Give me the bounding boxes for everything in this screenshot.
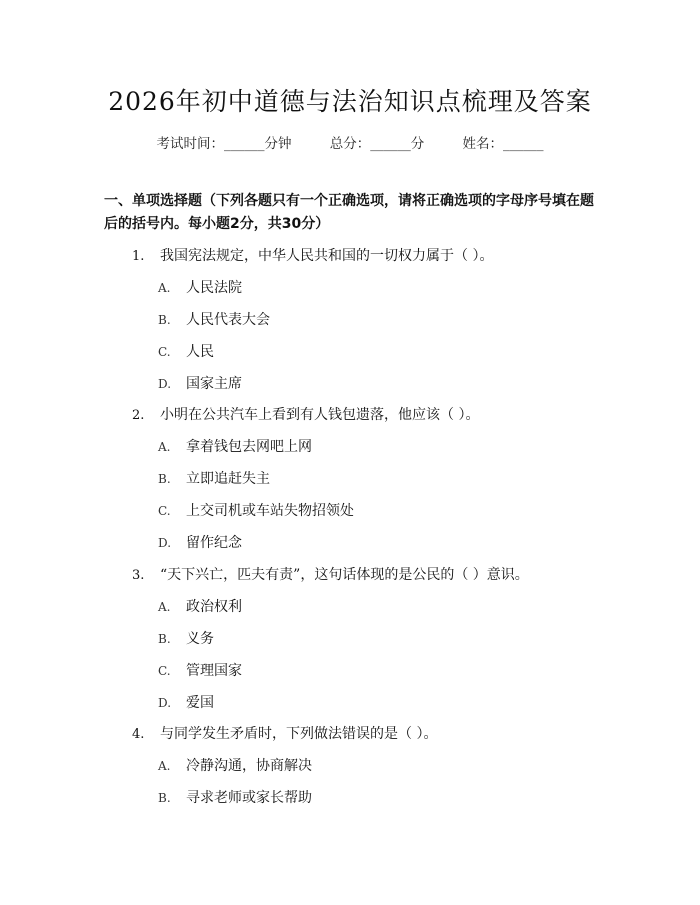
option-letter: B. bbox=[158, 632, 171, 646]
section-heading: 一、单项选择题（下列各题只有一个正确选项，请将正确选项的字母序号填在题后的括号内。每小题2分，共30分） bbox=[104, 193, 594, 232]
option bbox=[158, 373, 242, 393]
option bbox=[158, 436, 312, 456]
student-name bbox=[463, 132, 544, 152]
total-score-blank: ______ bbox=[370, 136, 411, 152]
exam-time bbox=[156, 132, 291, 152]
option-letter: A. bbox=[158, 440, 171, 454]
option-letter: A. bbox=[158, 281, 171, 295]
question bbox=[132, 723, 437, 743]
option-text: 国家主席 bbox=[186, 376, 242, 392]
question-text: 与同学发生矛盾时，下列做法错误的是（ ）。 bbox=[160, 726, 438, 742]
option-text: 义务 bbox=[186, 631, 214, 647]
question bbox=[132, 245, 493, 265]
exam-time-label: 考试时间： bbox=[156, 136, 224, 152]
option bbox=[158, 628, 214, 648]
option-text: 管理国家 bbox=[186, 663, 242, 679]
option bbox=[158, 787, 312, 807]
option-letter: B. bbox=[158, 472, 171, 486]
question-text: “天下兴亡，匹夫有责”，这句话体现的是公民的（ ）意识。 bbox=[160, 567, 529, 583]
option-text: 上交司机或车站失物招领处 bbox=[186, 503, 354, 519]
total-score-label: 总分： bbox=[329, 136, 371, 152]
total-score bbox=[330, 132, 425, 152]
option-letter: D. bbox=[158, 377, 172, 391]
option-text: 人民代表大会 bbox=[186, 312, 270, 328]
option-letter: D. bbox=[158, 696, 172, 710]
option bbox=[158, 341, 214, 361]
exam-time-unit: 分钟 bbox=[264, 136, 292, 152]
option-text: 拿着钱包去网吧上网 bbox=[186, 439, 312, 455]
option-letter: C. bbox=[158, 345, 171, 359]
option-letter: A. bbox=[158, 600, 171, 614]
option bbox=[158, 309, 270, 329]
option-text: 政治权利 bbox=[186, 599, 242, 615]
option-text: 立即追赶失主 bbox=[186, 471, 270, 487]
option-letter: A. bbox=[158, 759, 171, 773]
question-number: 2. bbox=[132, 408, 145, 423]
question-number: 3. bbox=[132, 568, 145, 583]
option bbox=[158, 596, 242, 616]
option-text: 人民 bbox=[186, 344, 214, 360]
student-name-label: 姓名： bbox=[462, 136, 504, 152]
option-letter: B. bbox=[158, 791, 171, 805]
student-name-blank: ______ bbox=[503, 136, 544, 152]
option-text: 寻求老师或家长帮助 bbox=[186, 790, 312, 806]
option-text: 爱国 bbox=[186, 695, 214, 711]
exam-meta bbox=[0, 132, 700, 152]
question-text: 我国宪法规定，中华人民共和国的一切权力属于（ ）。 bbox=[160, 248, 494, 264]
option-letter: C. bbox=[158, 504, 171, 518]
option bbox=[158, 755, 312, 775]
total-score-unit: 分 bbox=[410, 136, 425, 152]
question bbox=[132, 564, 529, 584]
option bbox=[158, 277, 242, 297]
exam-time-blank: ______ bbox=[223, 136, 265, 152]
option-letter: B. bbox=[158, 313, 171, 327]
option-text: 留作纪念 bbox=[186, 535, 242, 551]
question-number: 4. bbox=[132, 727, 145, 742]
option-text: 人民法院 bbox=[186, 280, 242, 296]
page-title: 2026年初中道德与法治知识点梳理及答案 bbox=[108, 87, 592, 116]
question bbox=[132, 404, 479, 424]
option bbox=[158, 532, 242, 552]
option bbox=[158, 468, 270, 488]
option bbox=[158, 692, 214, 712]
question-number: 1. bbox=[132, 249, 145, 264]
option bbox=[158, 660, 242, 680]
question-text: 小明在公共汽车上看到有人钱包遗落，他应该（ ）。 bbox=[160, 407, 480, 423]
option bbox=[158, 500, 354, 520]
option-text: 冷静沟通，协商解决 bbox=[186, 758, 312, 774]
option-letter: D. bbox=[158, 536, 172, 550]
option-letter: C. bbox=[158, 664, 171, 678]
